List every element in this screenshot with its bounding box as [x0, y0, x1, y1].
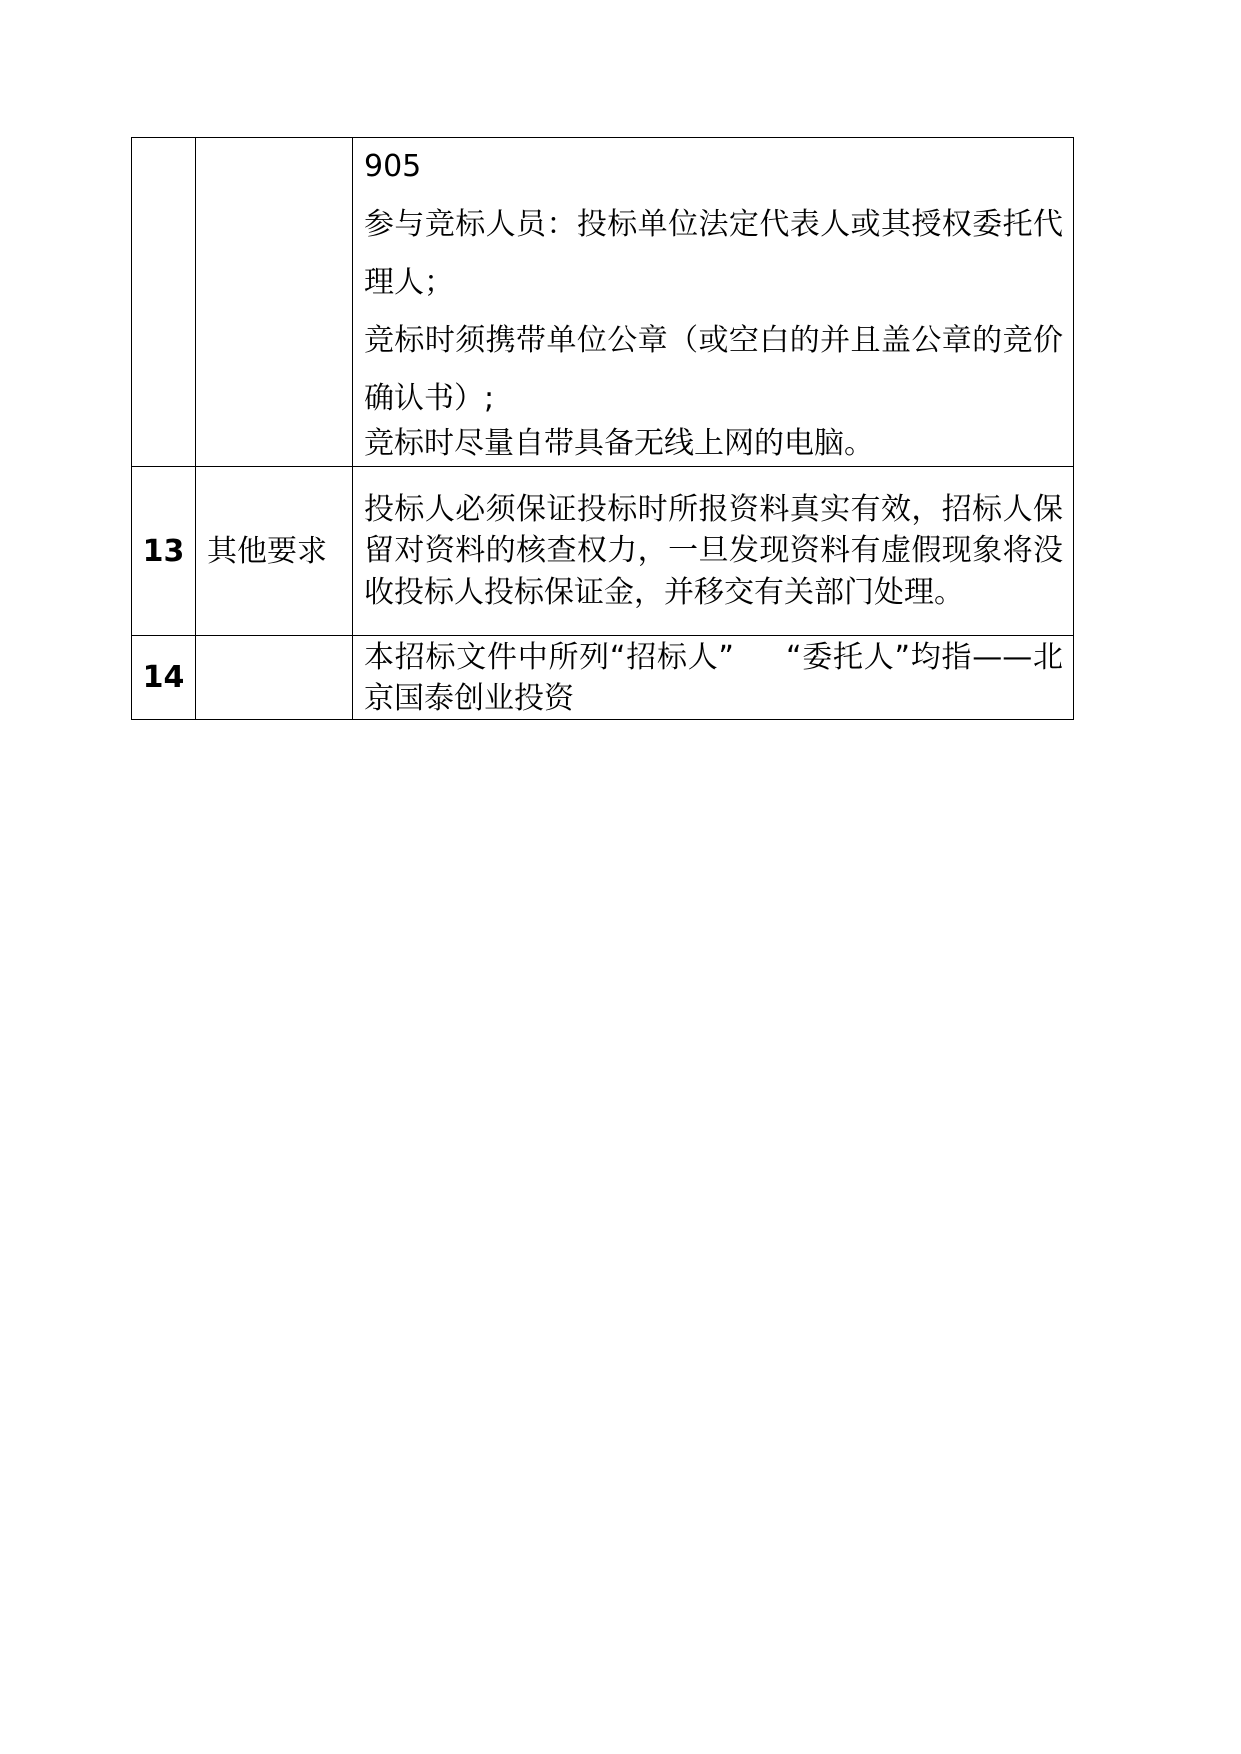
row-content [353, 636, 1074, 720]
content-line: 905 [364, 149, 422, 184]
content-text: “委托人”均指——北京国泰创业投资 [364, 639, 1063, 716]
content-line: 竞标时须携带单位公章（或空白的并且盖公章的竞价确认书）; [364, 323, 1063, 416]
table-row [132, 467, 1074, 636]
row-number [132, 138, 196, 467]
content-line: 参与竞标人员：投标单位法定代表人或其授权委托代理人； [364, 207, 1063, 300]
table-row [132, 138, 1074, 467]
row-item: 其他要求 [196, 467, 353, 636]
row-item [196, 138, 353, 467]
content-line: 竞标时尽量自带具备无线上网的电脑。 [364, 426, 874, 461]
row-number: 13 [132, 467, 196, 636]
row-item [196, 636, 353, 720]
document-table [131, 137, 1074, 720]
row-number: 14 [132, 636, 196, 720]
row-content: 投标人必须保证投标时所报资料真实有效，招标人保留对资料的核查权力，一旦发现资料有虚假现象将没收投标人投标保证金，并移交有关部门处理。 [353, 467, 1074, 636]
row-content [353, 138, 1074, 467]
content-text: 本招标文件中所列“招标人” [364, 639, 734, 675]
table-row [132, 636, 1074, 720]
